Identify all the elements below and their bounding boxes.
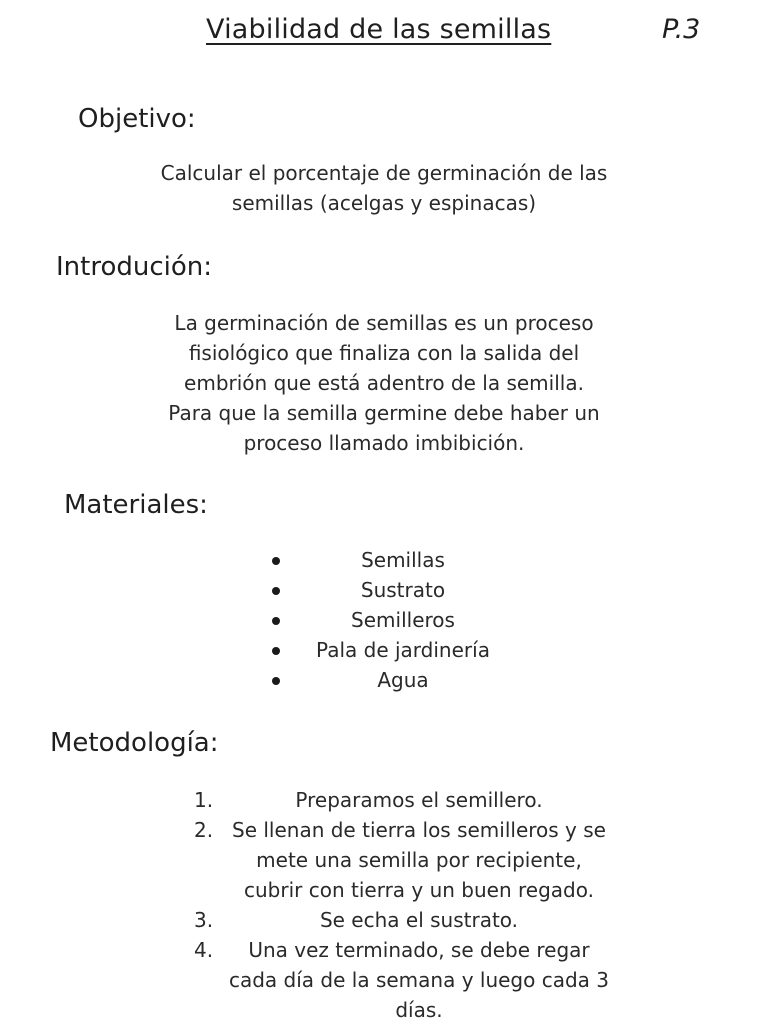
step-text: [216, 785, 622, 815]
materiales-item: [268, 635, 508, 665]
introduccion-heading: Introdución:: [56, 252, 213, 282]
document-title: Viabilidad de las semillas: [206, 14, 552, 45]
materiales-item: [268, 545, 508, 575]
step-line: cubrir con tierra y un buen regado.: [244, 878, 594, 902]
bullet-icon: [272, 647, 280, 655]
materiales-heading: Materiales:: [64, 490, 208, 520]
objetivo-heading: Objetivo:: [78, 104, 196, 134]
bullet-icon: [272, 617, 280, 625]
step-number: 4.: [194, 938, 214, 962]
materiales-item-label: Semilleros: [351, 608, 455, 632]
introduccion-line: fisiológico que finaliza con la salida del: [188, 341, 580, 365]
introduccion-line: embrión que está adentro de la semilla.: [184, 371, 584, 395]
metodologia-step: [192, 905, 622, 935]
step-text: [216, 935, 622, 1025]
objetivo-line: Calcular el porcentaje de germinación de las: [160, 161, 608, 185]
introduccion-line: Para que la semilla germine debe haber un: [168, 401, 600, 425]
objetivo-text: [140, 158, 628, 218]
step-line: Preparamos el semillero.: [295, 788, 543, 812]
materiales-item-label: Sustrato: [360, 578, 446, 602]
introduccion-line: proceso llamado imbibición.: [243, 431, 525, 455]
materiales-item: [268, 575, 508, 605]
objetivo-line: semillas (acelgas y espinacas): [231, 191, 537, 215]
introduccion-text: [140, 308, 628, 458]
materiales-item: [268, 605, 508, 635]
metodologia-step: [192, 815, 622, 905]
metodologia-step: [192, 785, 622, 815]
step-text: [216, 905, 622, 935]
step-line: cada día de la semana y luego cada 3: [228, 968, 609, 992]
introduccion-line: La germinación de semillas es un proceso: [174, 311, 594, 335]
step-line: Se echa el sustrato.: [319, 908, 519, 932]
bullet-icon: [272, 677, 280, 685]
metodologia-steps: [192, 785, 622, 1025]
materiales-item-label: Semillas: [361, 548, 445, 572]
step-line: días.: [395, 998, 443, 1022]
step-line: Se llenan de tierra los semilleros y se: [232, 818, 606, 842]
step-number: 2.: [194, 818, 214, 842]
bullet-icon: [272, 557, 280, 565]
materiales-item-label: Pala de jardinería: [316, 638, 490, 662]
step-number: 1.: [194, 788, 214, 812]
bullet-icon: [272, 587, 280, 595]
step-line: Una vez terminado, se debe regar: [248, 938, 590, 962]
step-text: [216, 815, 622, 905]
step-number: 3.: [194, 908, 214, 932]
step-line: mete una semilla por recipiente,: [256, 848, 582, 872]
materiales-item-label: Agua: [377, 668, 429, 692]
metodologia-heading: Metodología:: [50, 728, 219, 758]
materiales-item: [268, 665, 508, 695]
metodologia-step: [192, 935, 622, 1025]
materiales-list: [268, 545, 508, 695]
page-number: P.3: [662, 14, 701, 45]
